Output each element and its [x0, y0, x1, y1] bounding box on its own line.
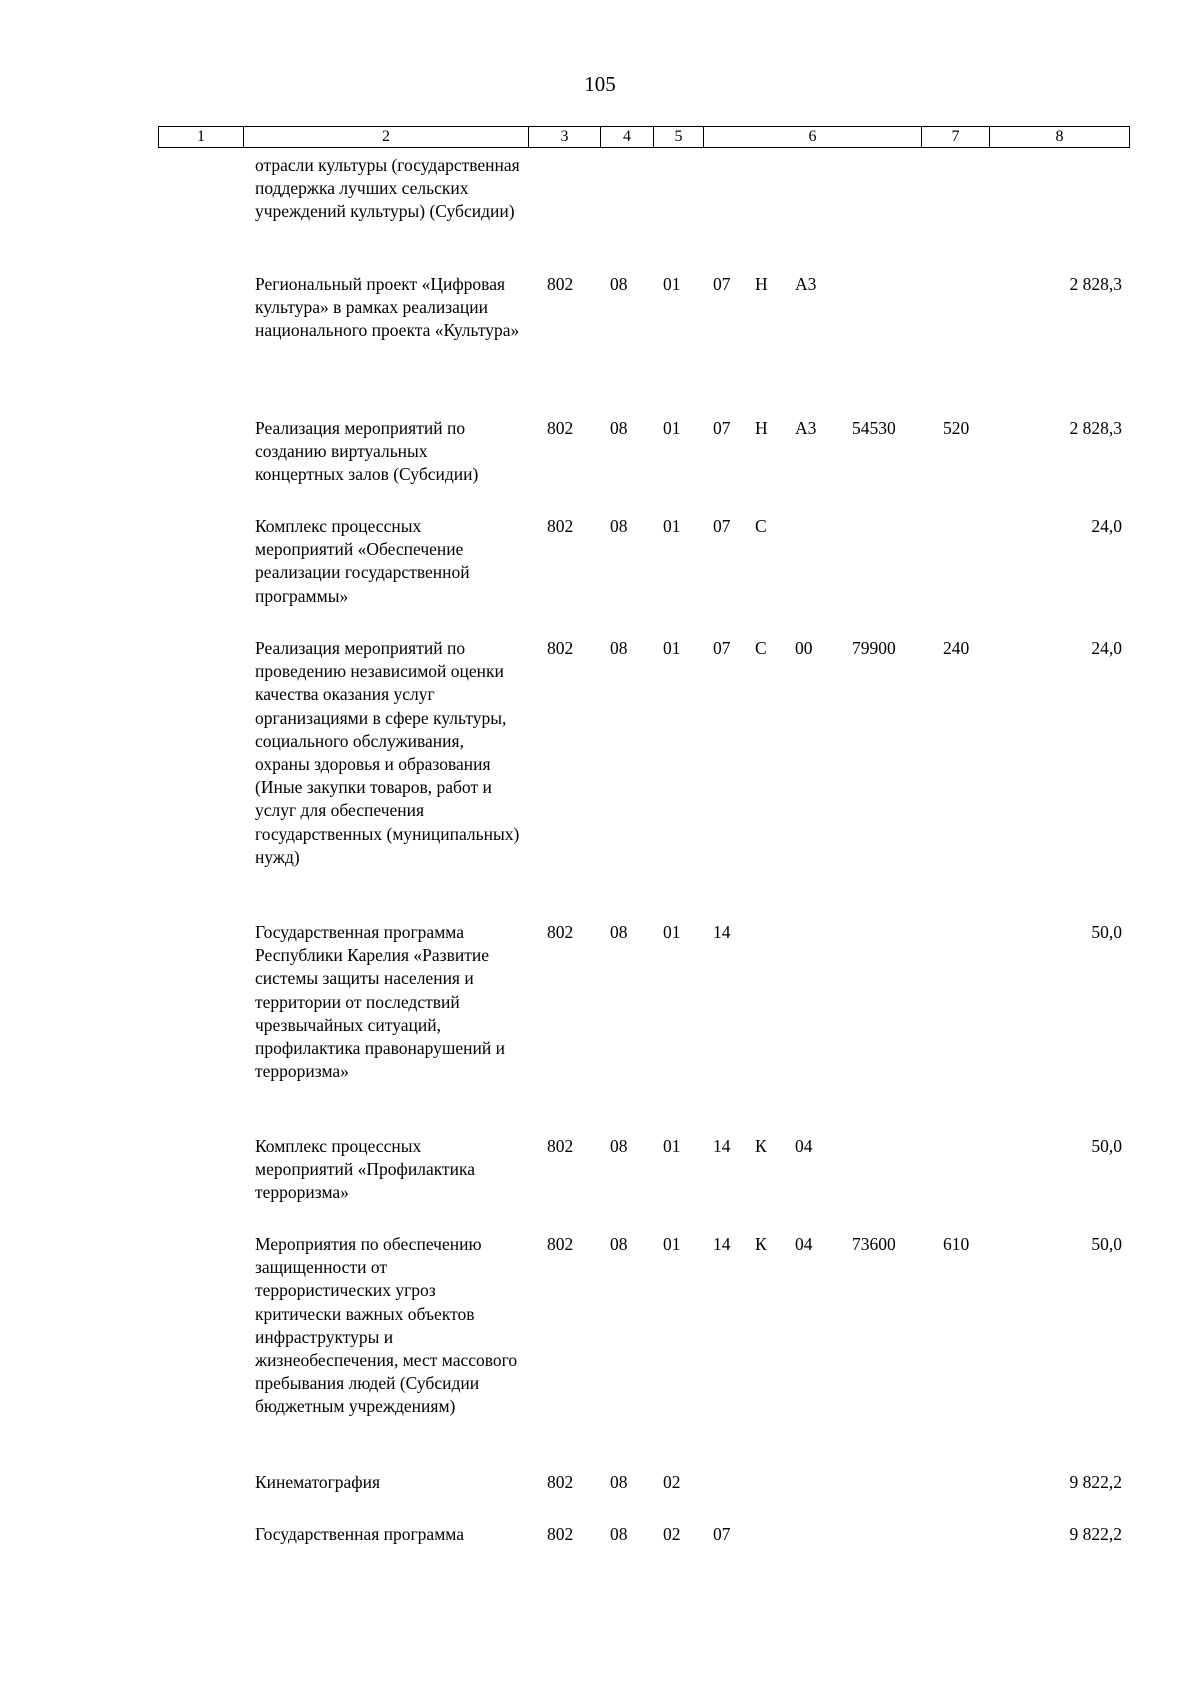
ved-code: 802: [547, 516, 574, 536]
target-code-program: 07: [713, 1524, 731, 1544]
page-number: 105: [584, 72, 616, 96]
section-code: 08: [610, 1524, 628, 1544]
section-code: 08: [610, 1136, 628, 1156]
header-col-6: 6: [704, 127, 922, 147]
target-code-program: 07: [713, 418, 731, 438]
row-name: отрасли культуры (государственная поддержка лучших сельских учреждений культуры) (Субсидии): [255, 155, 520, 222]
row-name: Комплекс процессных мероприятий «Профилактика терроризма»: [255, 1136, 476, 1203]
target-code-program: 07: [713, 638, 731, 658]
header-col-3: 3: [529, 127, 601, 147]
target-code-direction: 54530: [852, 418, 896, 438]
target-code-subprogram: А3: [795, 274, 817, 294]
target-code-subprogram: 04: [795, 1136, 813, 1156]
ved-code: 802: [547, 1136, 574, 1156]
header-col-5: 5: [654, 127, 704, 147]
subsection-code: 01: [663, 638, 681, 658]
section-code: 08: [610, 638, 628, 658]
amount: 50,0: [1091, 922, 1122, 942]
row-name: Государственная программа: [255, 1524, 464, 1544]
header-col-8: 8: [1055, 128, 1064, 145]
target-code-direction: 73600: [852, 1234, 896, 1254]
ved-code: 802: [547, 418, 574, 438]
header-col-1: 1: [159, 127, 244, 147]
amount: 2 828,3: [1069, 274, 1122, 294]
ved-code: 802: [547, 638, 574, 658]
target-code-type: Н: [755, 274, 768, 294]
row-name: Региональный проект «Цифровая культура» в рамках реализации национального проекта «Культура»: [255, 274, 520, 341]
row-name: Реализация мероприятий по созданию виртуальных концертных залов (Субсидии): [255, 418, 479, 485]
row-name: Реализация мероприятий по проведению независимой оценки качества оказания услуг организациями в сфере культуры, социального обслуживания, охраны здоровья и образования (Иные закупки товаров, работ и услуг для обеспечения государственных (муниципальных) нужд): [255, 638, 520, 867]
ved-code: 802: [547, 1234, 574, 1254]
subsection-code: 01: [663, 274, 681, 294]
header-col-7: 7: [922, 127, 990, 147]
section-code: 08: [610, 516, 628, 536]
subsection-code: 01: [663, 1136, 681, 1156]
subsection-code: 01: [663, 1234, 681, 1254]
amount: 24,0: [1091, 638, 1122, 658]
section-code: 08: [610, 1472, 628, 1492]
amount: 24,0: [1091, 516, 1122, 536]
amount: 9 822,2: [1069, 1524, 1122, 1544]
header-col-4: 4: [601, 127, 654, 147]
subsection-code: 01: [663, 418, 681, 438]
section-code: 08: [610, 1234, 628, 1254]
section-code: 08: [610, 274, 628, 294]
section-code: 08: [610, 418, 628, 438]
target-code-type: К: [755, 1136, 767, 1156]
table-header: [158, 126, 1130, 148]
target-code-type: К: [755, 1234, 767, 1254]
target-code-program: 07: [713, 516, 731, 536]
section-code: 08: [610, 922, 628, 942]
expense-type-code: 610: [943, 1234, 970, 1254]
target-code-direction: 79900: [852, 638, 896, 658]
subsection-code: 02: [663, 1472, 681, 1492]
amount: 2 828,3: [1069, 418, 1122, 438]
ved-code: 802: [547, 922, 574, 942]
target-code-type: С: [755, 638, 767, 658]
expense-type-code: 240: [943, 638, 970, 658]
ved-code: 802: [547, 1524, 574, 1544]
row-name: Комплекс процессных мероприятий «Обеспечение реализации государственной программы»: [255, 516, 470, 606]
target-code-program: 14: [713, 922, 731, 942]
row-name: Мероприятия по обеспечению защищенности от террористических угроз критически важных объектов инфраструктуры и жизнеобеспечения, мест массового пребывания людей (Субсидии бюджетным учреждениям): [255, 1234, 518, 1417]
amount: 50,0: [1091, 1136, 1122, 1156]
target-code-program: 07: [713, 274, 731, 294]
target-code-subprogram: 00: [795, 638, 813, 658]
target-code-subprogram: 04: [795, 1234, 813, 1254]
subsection-code: 02: [663, 1524, 681, 1544]
target-code-subprogram: А3: [795, 418, 817, 438]
target-code-type: С: [755, 516, 767, 536]
header-col-2: 2: [244, 127, 529, 147]
target-code-program: 14: [713, 1136, 731, 1156]
ved-code: 802: [547, 274, 574, 294]
row-name: Кинематография: [255, 1472, 381, 1492]
ved-code: 802: [547, 1472, 574, 1492]
subsection-code: 01: [663, 516, 681, 536]
subsection-code: 01: [663, 922, 681, 942]
amount: 9 822,2: [1069, 1472, 1122, 1492]
amount: 50,0: [1091, 1234, 1122, 1254]
expense-type-code: 520: [943, 418, 970, 438]
target-code-type: Н: [755, 418, 768, 438]
row-name: Государственная программа Республики Карелия «Развитие системы защиты населения и территории от последствий чрезвычайных ситуаций, профилактика правонарушений и терроризма»: [255, 922, 505, 1082]
target-code-program: 14: [713, 1234, 731, 1254]
